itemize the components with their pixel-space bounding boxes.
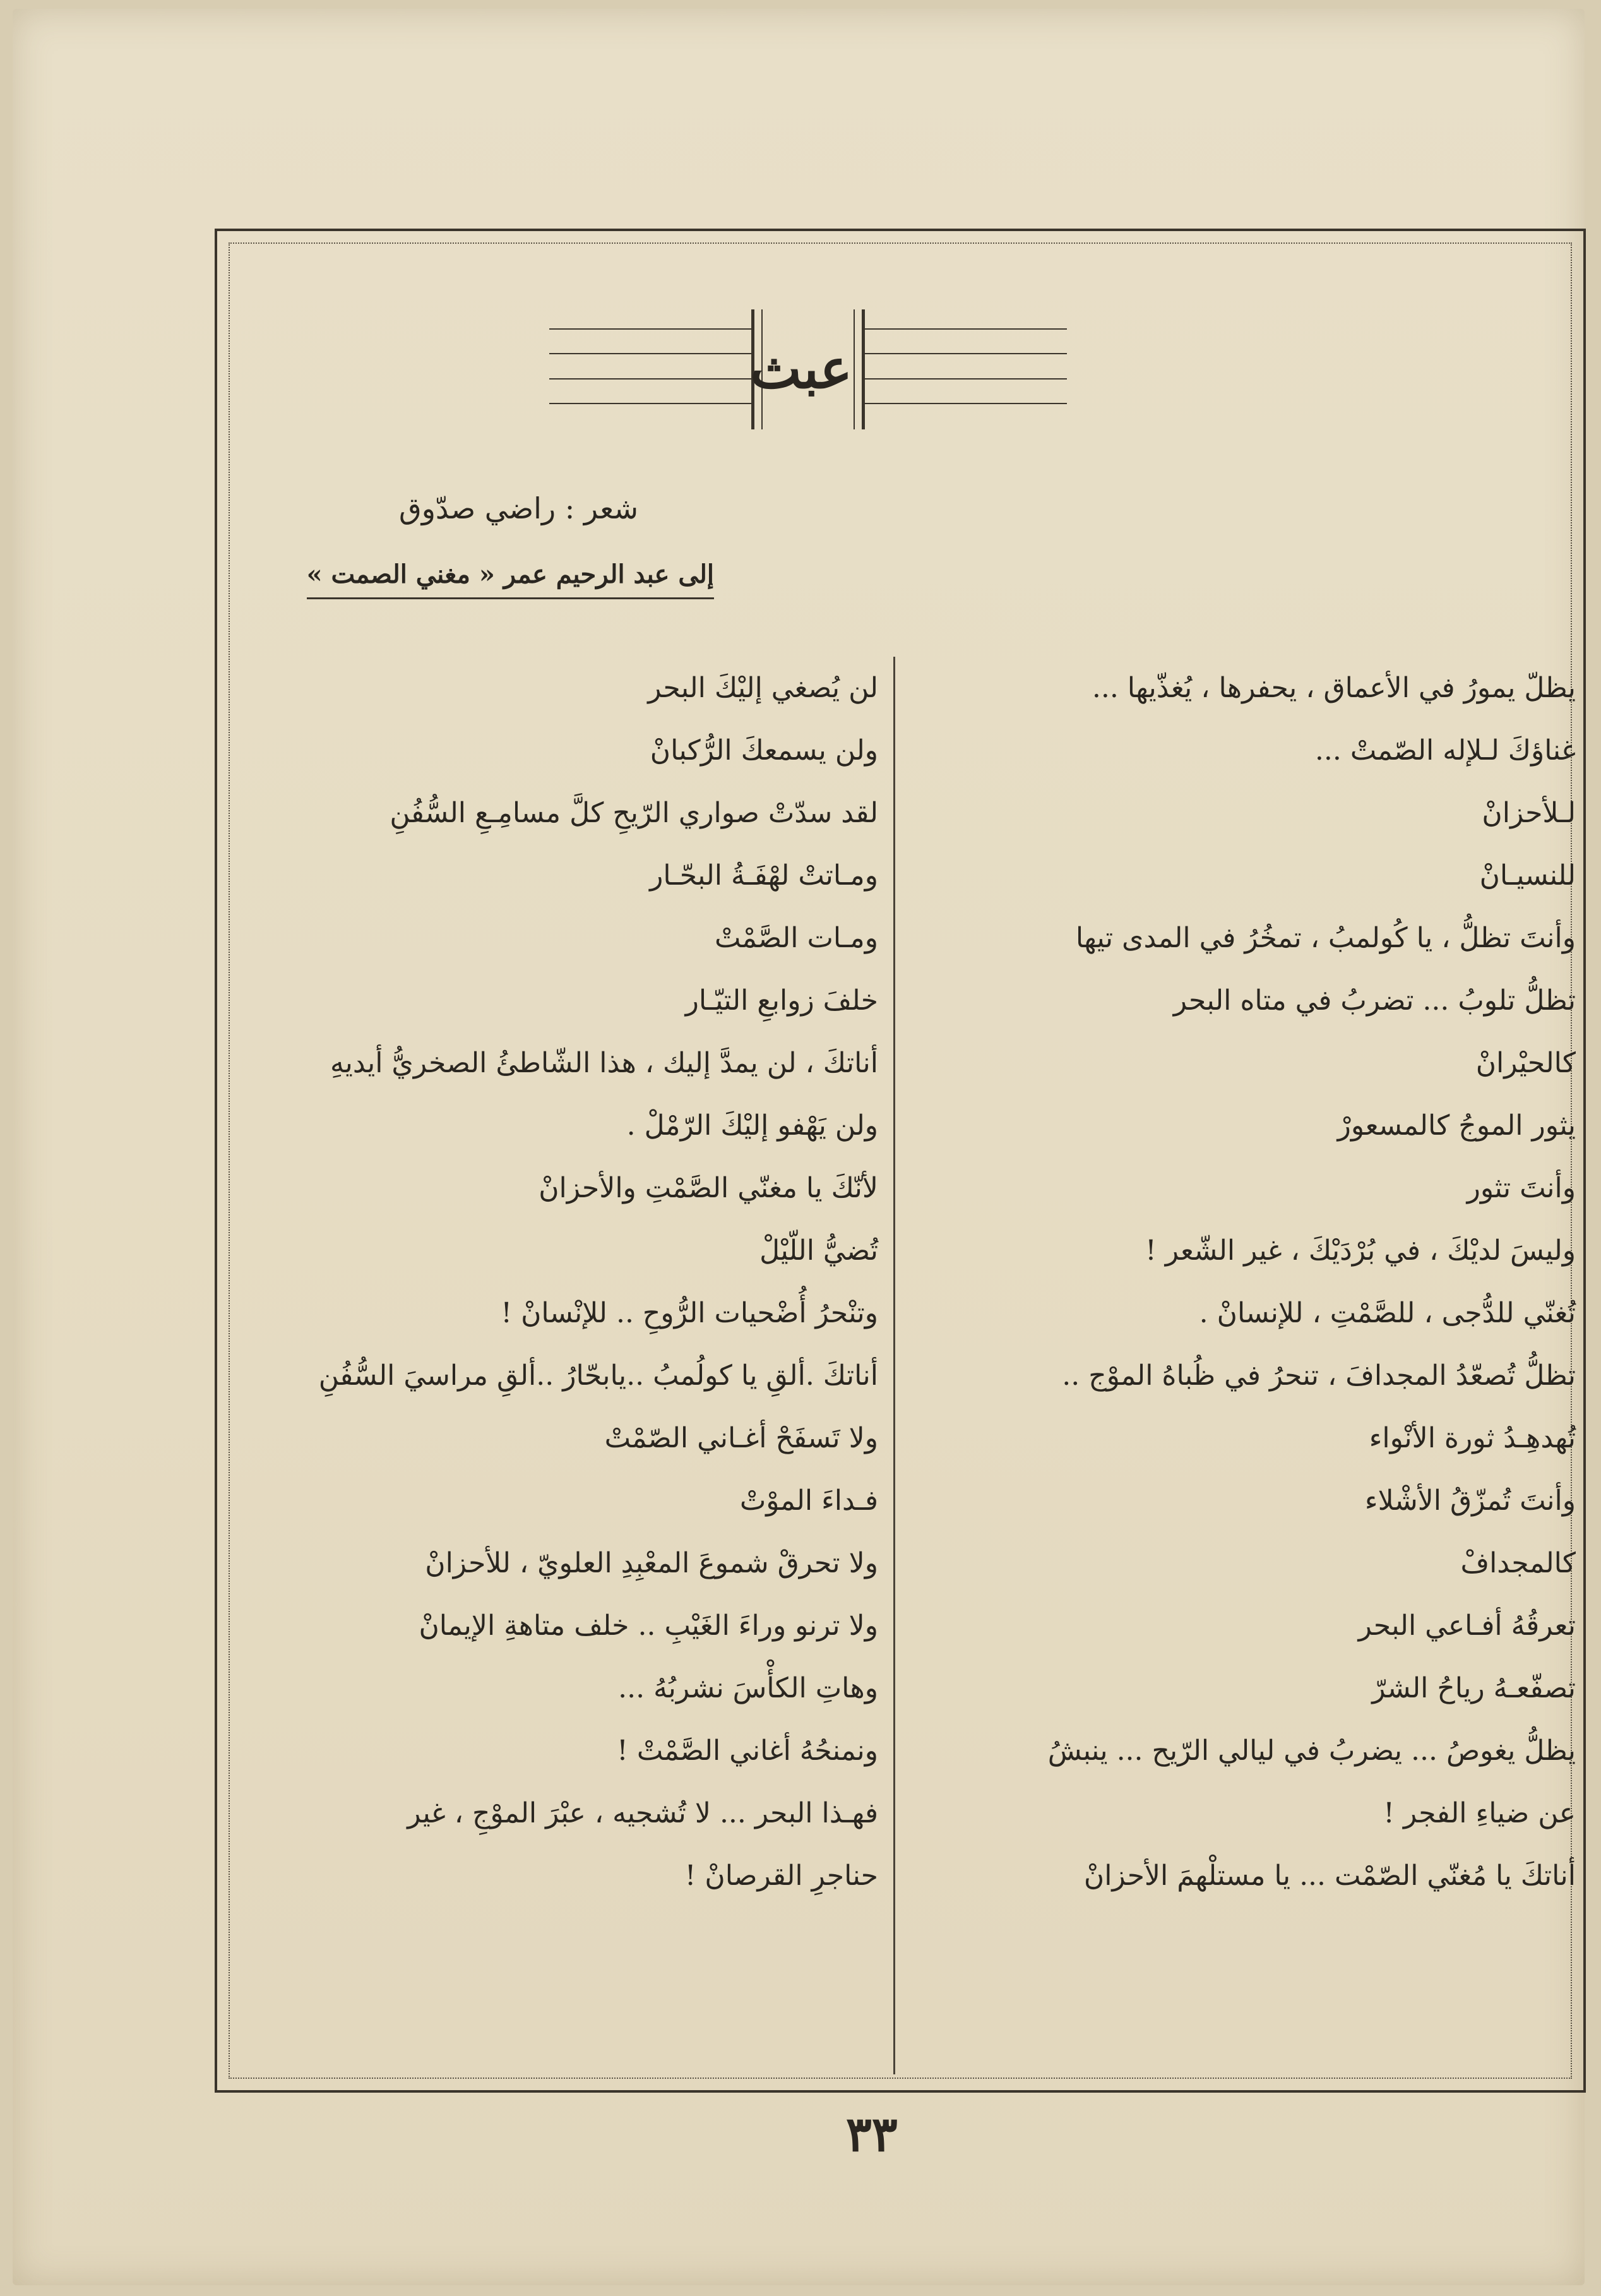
- verse-line: تُضيُّ اللّيْلْ: [759, 1235, 878, 1267]
- verse-line: غناؤكَ لـلإله الصّمتْ ...: [1314, 734, 1576, 767]
- verse-line: حناجرِ القرصانْ !: [684, 1860, 878, 1892]
- verse-line: ونمنحُهُ أغاني الصَّمْتْ !: [617, 1735, 878, 1767]
- verse-line: ولن يَهْفو إليْكَ الرّمْلْ .: [626, 1109, 878, 1142]
- verse-line: ومـاتتْ لهْفَـةُ البحّـار: [650, 859, 878, 892]
- verse-line: فـداءَ الموْتْ: [739, 1485, 878, 1517]
- verse-line: وتنْحرُ أُضْحيات الرُّوحِ .. للإنْسانْ !: [501, 1297, 878, 1329]
- verse-column-right: [932, 657, 1576, 1907]
- verse-line: وأنتَ تثور: [1467, 1172, 1576, 1204]
- column-divider: [893, 657, 895, 2074]
- verse-column-left: [234, 657, 878, 1907]
- verse-line: ولا تَسفَحْ أغـاني الصّمْتْ: [604, 1422, 878, 1454]
- verse-line: يظلّ يمورُ في الأعماق ، يحفرها ، يُغذّيها ...: [1092, 672, 1576, 704]
- verse-line: كالحيْرانْ: [1475, 1047, 1576, 1079]
- verse-line: تُهدهِـدُ ثورة الأنْواء: [1369, 1422, 1576, 1454]
- verse-line: أناتكَ ، لن يمدَّ إليك ، هذا الشّاطئُ الصخريُّ أيديهِ: [330, 1047, 878, 1079]
- verse-line: خلفَ زوابعِ التيّـار: [685, 984, 878, 1017]
- verse-line: كالمجدافْ: [1460, 1547, 1576, 1579]
- verse-line: تعرقُهُ أفـاعي البحر: [1358, 1610, 1576, 1642]
- verse-line: لن يُصغي إليْكَ البحر: [648, 672, 878, 704]
- title-rule-left: [549, 328, 751, 404]
- verse-line: وأنتَ تُمزّقُ الأشْلاء: [1364, 1485, 1576, 1517]
- verse-line: وهاتِ الكأْسَ نشربُهُ ...: [618, 1672, 878, 1704]
- verse-line: تصفّعـهُ رياحُ الشرّ: [1372, 1672, 1576, 1704]
- verse-line: يثور الموجُ كالمسعورْ: [1337, 1109, 1576, 1142]
- verse-line: أناتكَ يا مُغنّي الصّمْت ... يا مستلْهمَ الأحزانْ: [1083, 1860, 1576, 1892]
- verse-line: وليسَ لديْكَ ، في بُرْدَيْكَ ، غير الشّعر !: [1145, 1235, 1576, 1267]
- verse-line: ولا ترنو وراءَ الغَيْبِ .. خلف متاهةِ الإيمانْ: [419, 1610, 878, 1642]
- verse-line: تظلُّ تُصعّدُ المجدافَ ، تنحرُ في ظُباهُ الموْج ..: [1062, 1360, 1576, 1392]
- verse-line: عن ضياءِ الفجر !: [1383, 1797, 1576, 1829]
- verse-line: وأنتَ تظلُّ ، يا كُولمبُ ، تمخُرُ في المدى تيها: [1075, 922, 1576, 954]
- poem-title: عبث: [750, 337, 852, 401]
- verse-line: فهـذا البحر ... لا تُشجيه ، عبْرَ الموْجِ ، غير: [407, 1797, 878, 1829]
- verse-line: لقد سدّتْ صواري الرّيحِ كلَّ مسامِـعِ السُّفُنِ: [390, 797, 878, 829]
- verse-line: للنسيـانْ: [1479, 859, 1576, 892]
- page-number: ٣٣: [846, 2106, 898, 2162]
- verse-line: ولن يسمعكَ الرُّكبانْ: [650, 734, 878, 767]
- verse-line: تظلُّ تلوبُ ... تضربُ في متاه البحر: [1173, 984, 1576, 1017]
- verse-line: ولا تحرقْ شموعَ المعْبِدِ العلويّ ، للأحزانْ: [425, 1547, 878, 1579]
- verse-line: ومـات الصَّمْتْ: [715, 922, 878, 954]
- verse-line: لأنّكَ يا مغنّي الصَّمْتِ والأحزانْ: [539, 1172, 878, 1204]
- title-rule-right: [865, 328, 1067, 404]
- verse-line: لـلأحزانْ: [1482, 797, 1576, 829]
- title-block: [549, 303, 1067, 436]
- verse-line: تُغنّي للدُّجى ، للصَّمْتِ ، للإنسانْ .: [1199, 1297, 1576, 1329]
- verse-line: أناتكَ .ألقِ يا كولُمبُ ..يابحّارُ ..ألقِ مراسيَ السُّفُنِ: [318, 1360, 878, 1392]
- verse-line: يظلُّ يغوصُ ... يضربُ في ليالي الرّيح ... ينبشُ: [1047, 1735, 1576, 1767]
- poem-author: شعر : راضي صدّوق: [399, 491, 638, 525]
- poem-dedication: إلى عبد الرحيم عمر « مغني الصمت »: [307, 556, 714, 599]
